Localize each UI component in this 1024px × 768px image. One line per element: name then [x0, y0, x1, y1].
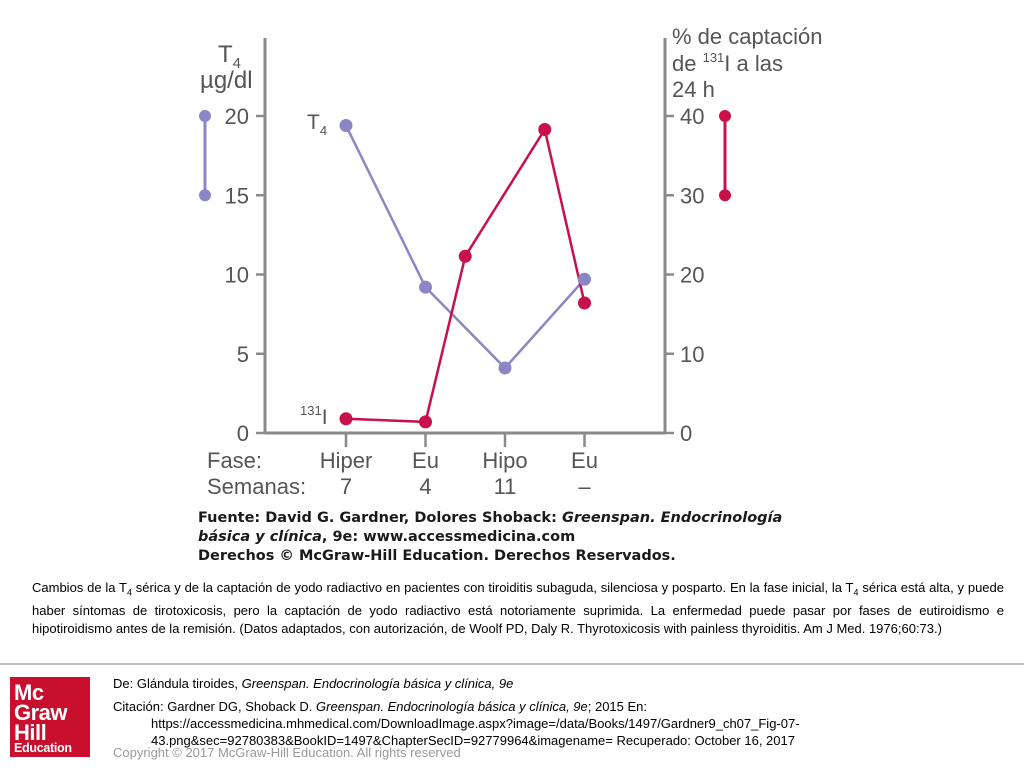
normal-range-left-endpoint: [199, 189, 211, 201]
source-line2-title: básica y clínica: [198, 529, 322, 545]
left-axis-label-t: $T_4$: [218, 41, 242, 72]
x-axis-weeks-label: 7: [339, 474, 353, 499]
x-axis-weeks-label: –: [578, 474, 591, 499]
left-axis-tick-label: 15: [224, 183, 249, 209]
series-label-i131: $^{131}$I: [300, 403, 328, 429]
x-axis-weeks-label: 11: [493, 474, 517, 499]
normal-range-right: [719, 110, 731, 201]
series-line-t4: [346, 126, 585, 369]
footer-from: De: Glándula tiroides, Greenspan. Endocrinología básica y clínica, 9e: [113, 676, 514, 691]
footer-url-line2[interactable]: 43.png&sec=92780383&BookID=1497&ChapterSecID=92779964&imagename= Recuperado: October 16, 2017: [151, 733, 795, 748]
x-axis-phase-label: Hiper: [319, 448, 373, 473]
series-label-t4: $T_4$: [307, 111, 328, 138]
x-axis-phase-label: Hipo: [482, 448, 528, 473]
right-axis-tick-label: 30: [680, 183, 705, 209]
data-point-t4: [419, 281, 432, 294]
x-axis-ticks: [346, 433, 585, 447]
normal-range-right-endpoint: [719, 189, 731, 201]
x-axis-phase-label: Eu: [571, 448, 598, 473]
right-axis-tick-label: 40: [680, 104, 705, 129]
footer-citation: Citación: Gardner DG, Shoback D. Greenspan. Endocrinología básica y clínica, 9e; 2015 En:: [113, 699, 648, 714]
footer-url-line1[interactable]: https://accessmedicina.mhmedical.com/DownloadImage.aspx?image=/data/Books/1497/Gardner9_ch07_Fig-07-: [151, 716, 800, 731]
right-axis-tick-label: 10: [680, 341, 705, 367]
right-axis-label-line2: de $^{131}$I a las: [672, 50, 783, 76]
source-line1-title: Greenspan. Endocrinología: [561, 510, 783, 526]
data-point-i131: [340, 412, 353, 425]
series-points-t4: [340, 119, 592, 375]
data-point-t4: [499, 362, 512, 375]
semanas-row-label: Semanas:: [207, 474, 307, 499]
right-axis-label-line1: % de captación: [672, 24, 823, 49]
right-axis-ticks: [665, 104, 704, 446]
data-point-t4: [578, 273, 591, 286]
right-axis-label-line3: 24 h: [672, 77, 715, 102]
x-axis-weeks-label: 4: [419, 474, 432, 499]
normal-range-right-endpoint: [719, 110, 731, 122]
citation-footer: [113, 675, 1013, 749]
normal-range-left-endpoint: [199, 110, 211, 122]
data-point-i131: [538, 123, 551, 136]
source-line2-text: , 9e: www.accessmedicina.com: [321, 529, 576, 545]
left-axis-ticks: [225, 104, 265, 446]
normal-range-left: [199, 110, 211, 201]
left-axis-tick-label: 5: [236, 341, 249, 367]
right-axis-tick-label: 20: [680, 262, 705, 288]
fase-row-label: Fase:: [207, 448, 263, 473]
chart-axes: [265, 38, 665, 433]
left-axis-tick-label: 20: [224, 104, 249, 129]
footer-divider: [0, 663, 1024, 665]
figure-caption: Cambios de la $T_4$ sérica y de la captación de yodo radiactivo en pacientes con tiroiditis subaguda, silenciosa y posparto. En la fase inicial, la $T_4$ sérica está alta, y puede haber síntomas de tirotoxicosis, pero la captación de yodo radiactivo está notoriamente suprimida. La enfermedad puede pasar por fases de eutiroidismo e hipotiroidismo antes de la remisión. (Datos adaptados, con autorización, de Woolf PD, Daly R. Thyrotoxicosis with painless thyroiditis. Am J Med. 1976;60:73.): [32, 580, 1004, 636]
right-axis-tick-label: 0: [680, 421, 693, 446]
left-axis-tick-label: 10: [224, 262, 249, 288]
left-axis-tick-label: 0: [236, 421, 249, 446]
source-line3: Derechos © McGraw-Hill Education. Derechos Reservados.: [198, 548, 676, 564]
series-line-i131: [346, 129, 585, 421]
data-point-t4: [340, 119, 353, 132]
data-point-i131: [578, 297, 591, 310]
x-axis-labels: [320, 448, 598, 499]
data-point-i131: [419, 415, 432, 428]
data-point-i131: [459, 250, 472, 263]
x-axis-phase-label: Eu: [412, 448, 439, 473]
mcgraw-hill-logo: Mc Graw Hill Education: [10, 677, 90, 757]
source-line1-text: Fuente: David G. Gardner, Dolores Shoback:: [198, 510, 562, 526]
copyright-notice: Copyright © 2017 McGraw-Hill Education. All rights reserved: [113, 745, 461, 760]
left-axis-label-unit: µg/dl: [200, 67, 253, 94]
figure-source: [198, 509, 798, 566]
